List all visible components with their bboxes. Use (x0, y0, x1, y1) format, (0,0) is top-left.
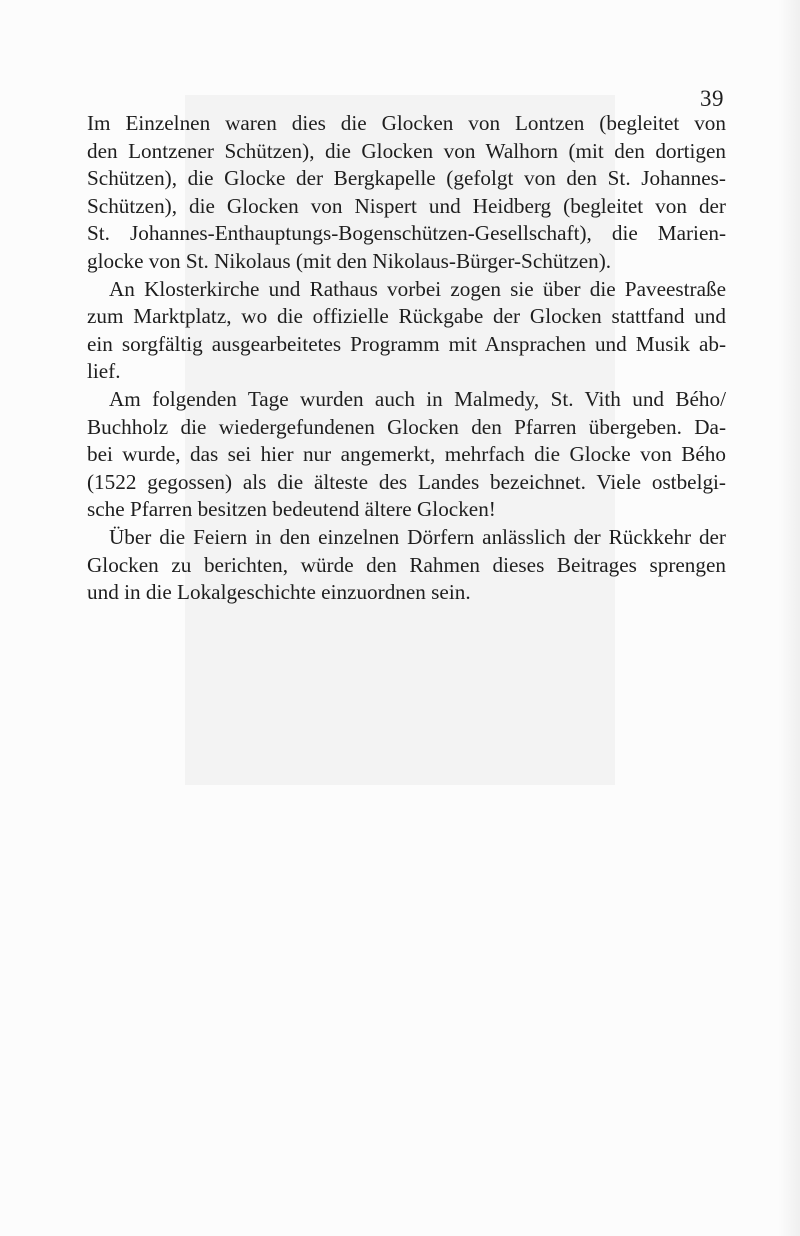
text-line: Glocken zu berichten, würde den Rahmen dieses Beitrages sprengen (87, 552, 726, 577)
text-line: Schützen), die Glocken von Nispert und Heidberg (begleitet von der (87, 193, 726, 218)
page-number: 39 (700, 86, 724, 111)
text-line: ein sorgfältig ausgearbeitetes Programm mit Ansprachen und Musik ab- (87, 331, 726, 356)
text-line: Schützen), die Glocke der Bergkapelle (gefolgt von den St. Johannes- (87, 166, 726, 191)
text-line: Über die Feiern in den einzelnen Dörfern anlässlich der Rückkehr der (109, 524, 726, 549)
text-line: Buchholz die wiedergefundenen Glocken den Pfarren übergeben. Da- (87, 414, 726, 439)
text-line: sche Pfarren besitzen bedeutend ältere Glocken! (87, 497, 496, 522)
paragraph-2 (87, 276, 726, 386)
text-line: Im Einzelnen waren dies die Glocken von Lontzen (begleitet von (87, 111, 726, 135)
text-line: den Lontzener Schützen), die Glocken von Walhorn (mit den dortigen (87, 138, 726, 163)
text-line: lief. (87, 359, 121, 384)
text-line: glocke von St. Nikolaus (mit den Nikolaus-Bürger-Schützen). (87, 248, 612, 273)
text-line: bei wurde, das sei hier nur angemerkt, mehrfach die Glocke von Bého (87, 442, 726, 467)
paragraph-1 (87, 110, 726, 276)
text-line: Am folgenden Tage wurden auch in Malmedy, St. Vith und Bého/ (109, 386, 726, 411)
text-line: und in die Lokalgeschichte einzuordnen sein. (87, 580, 471, 605)
text-line: St. Johannes-Enthauptungs-Bogenschützen-Gesellschaft), die Marien- (87, 221, 726, 246)
page-edge-shadow (778, 0, 800, 1236)
body-text (87, 110, 726, 607)
text-line: zum Marktplatz, wo die offizielle Rückgabe der Glocken stattfand und (87, 304, 726, 329)
text-line: (1522 gegossen) als die älteste des Landes bezeichnet. Viele ostbelgi- (87, 469, 726, 494)
text-line: An Klosterkirche und Rathaus vorbei zogen sie über die Paveestraße (109, 276, 726, 301)
paragraph-3 (87, 386, 726, 524)
paragraph-4 (87, 524, 726, 607)
